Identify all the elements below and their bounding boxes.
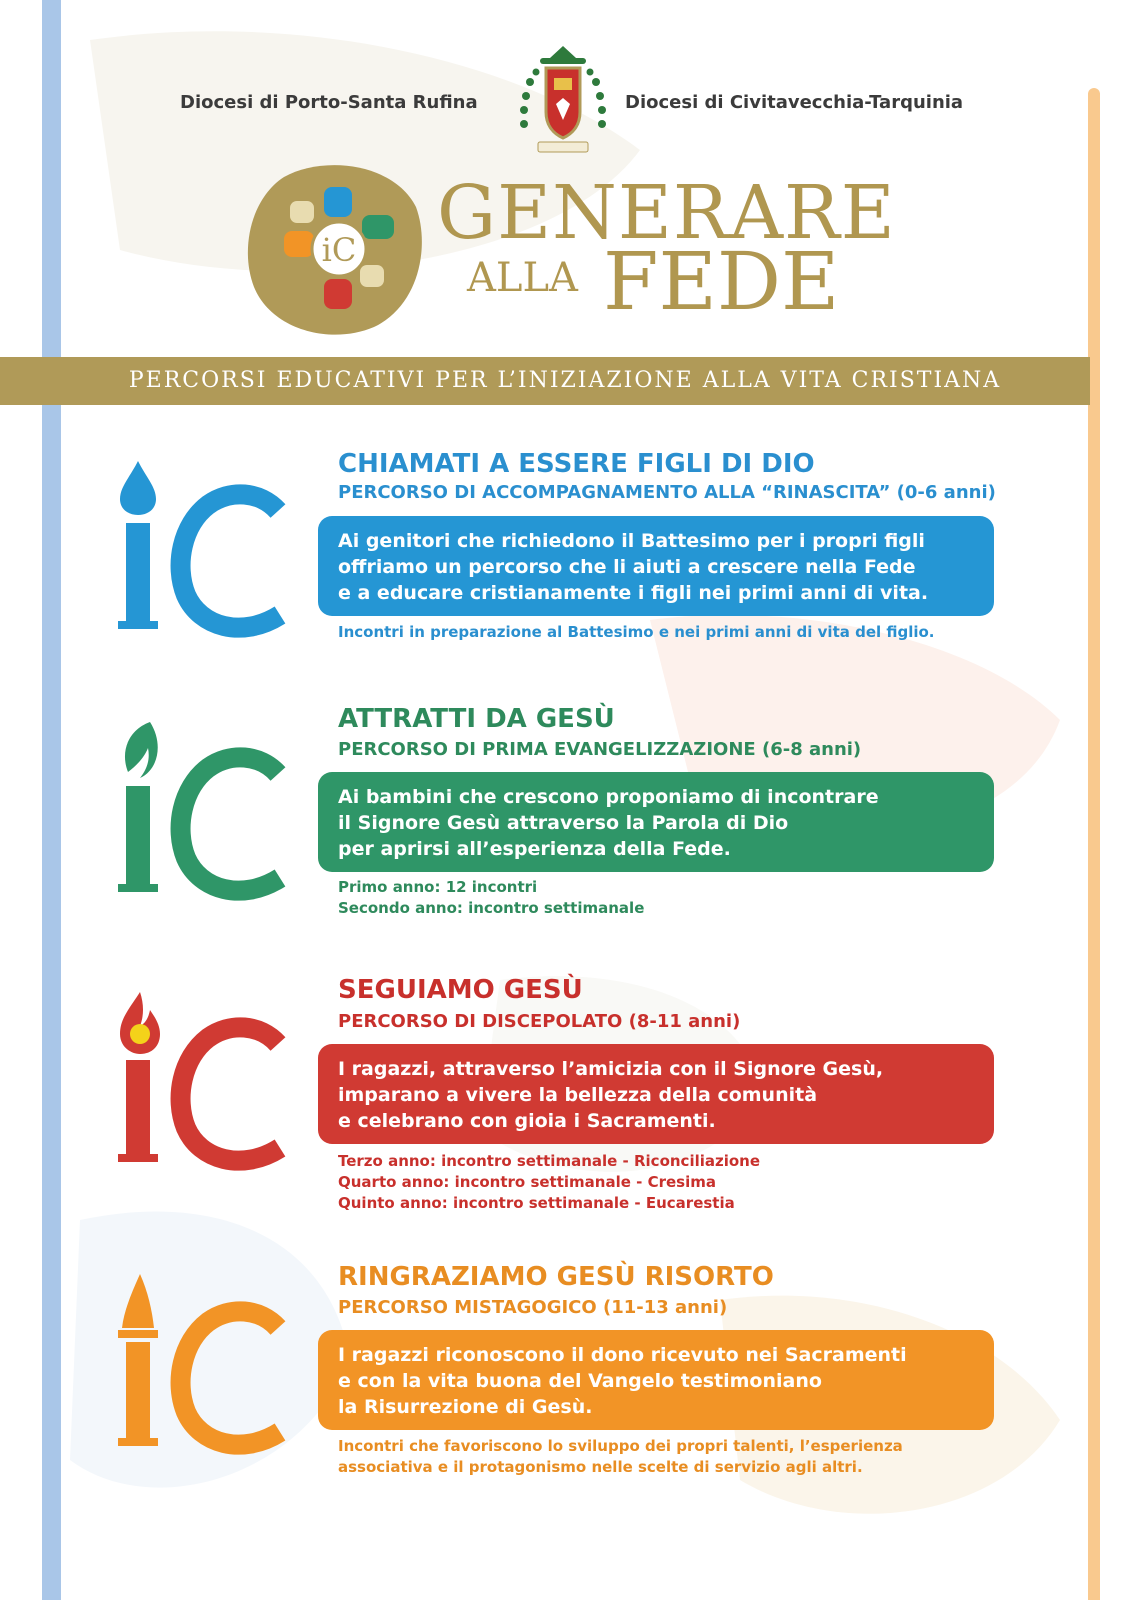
section-2-note: Secondo anno: incontro settimanale	[338, 899, 645, 917]
ic-leaf-icon	[110, 718, 300, 908]
section-2-box-line: per aprirsi all’esperienza della Fede.	[338, 838, 731, 860]
logo-wordmark	[425, 170, 896, 341]
logo-line-fede: FEDE	[603, 235, 840, 328]
section-3-title: SEGUIAMO GESÙ	[338, 975, 583, 1005]
section-1-box-line: e a educare cristianamente i figli nei primi anni di vita.	[338, 582, 929, 604]
ic-flame-icon	[110, 988, 300, 1178]
section-3-note: Quarto anno: incontro settimanale - Cresima	[338, 1173, 716, 1191]
left-decorative-bar	[42, 0, 61, 1600]
section-4-note: associativa e il protagonismo nelle scelte di servizio agli altri.	[338, 1458, 863, 1476]
section-3-note: Quinto anno: incontro settimanale - Eucarestia	[338, 1194, 735, 1212]
section-1-subtitle: PERCORSO DI ACCOMPAGNAMENTO ALLA “RINASCITA” (0-6 anni)	[338, 482, 996, 503]
section-1-note: Incontri in preparazione al Battesimo e nei primi anni di vita del figlio.	[338, 623, 935, 641]
section-1-notes	[338, 622, 935, 643]
section-1-box-line: offriamo un percorso che li aiuti a crescere nella Fede	[338, 556, 916, 578]
section-4-box-line: I ragazzi riconoscono il dono ricevuto nei Sacramenti	[338, 1344, 907, 1366]
section-4-note: Incontri che favoriscono lo sviluppo dei propri talenti, l’esperienza	[338, 1437, 903, 1455]
right-decorative-bar	[1088, 88, 1100, 1600]
diocese-right-label: Diocesi di Civitavecchia-Tarquinia	[625, 92, 964, 113]
section-1-box	[318, 516, 994, 616]
section-2-subtitle: PERCORSO DI PRIMA EVANGELIZZAZIONE (6-8 anni)	[338, 739, 862, 760]
section-3-box	[318, 1044, 994, 1144]
logo-mark-text: iC	[321, 231, 357, 269]
section-3-note: Terzo anno: incontro settimanale - Riconciliazione	[338, 1152, 761, 1170]
diocese-left-label: Diocesi di Porto-Santa Rufina	[180, 92, 478, 113]
section-2-note: Primo anno: 12 incontri	[338, 878, 538, 896]
section-3-box-line: e celebrano con gioia i Sacramenti.	[338, 1110, 716, 1132]
section-4-title: RINGRAZIAMO GESÙ RISORTO	[338, 1262, 774, 1292]
section-2-notes	[338, 877, 644, 919]
section-4-subtitle: PERCORSO MISTAGOGICO (11-13 anni)	[338, 1297, 728, 1318]
section-3-box-line: imparano a vivere la bellezza della comunità	[338, 1084, 818, 1106]
section-1-title: CHIAMATI A ESSERE FIGLI DI DIO	[338, 449, 815, 479]
section-4-notes	[338, 1436, 903, 1478]
section-4-box-line: e con la vita buona del Vangelo testimoniano	[338, 1370, 822, 1392]
ic-sail-icon	[110, 1272, 300, 1462]
generare-alla-fede-logo-icon	[244, 155, 430, 341]
section-3-box-line: I ragazzi, attraverso l’amicizia con il Signore Gesù,	[338, 1058, 884, 1080]
section-1-box-line: Ai genitori che richiedono il Battesimo per i propri figli	[338, 530, 925, 552]
section-2-box	[318, 772, 994, 872]
section-2-box-line: Ai bambini che crescono proponiamo di incontrare	[338, 786, 879, 808]
logo-line-alla: ALLA	[467, 255, 578, 301]
logo-line-generare: GENERARE	[437, 170, 896, 256]
section-3-notes	[338, 1151, 760, 1214]
subtitle-band-text: PERCORSI EDUCATIVI PER L’INIZIAZIONE ALLA VITA CRISTIANA	[128, 368, 1002, 393]
bishop-crest-icon	[516, 42, 610, 160]
section-3-subtitle: PERCORSO DI DISCEPOLATO (8-11 anni)	[338, 1011, 741, 1032]
section-2-title: ATTRATTI DA GESÙ	[338, 704, 615, 734]
section-4-box-line: la Risurrezione di Gesù.	[338, 1396, 593, 1418]
ic-water-drop-icon	[110, 455, 300, 645]
section-4-box	[318, 1330, 994, 1430]
section-2-box-line: il Signore Gesù attraverso la Parola di Dio	[338, 812, 789, 834]
